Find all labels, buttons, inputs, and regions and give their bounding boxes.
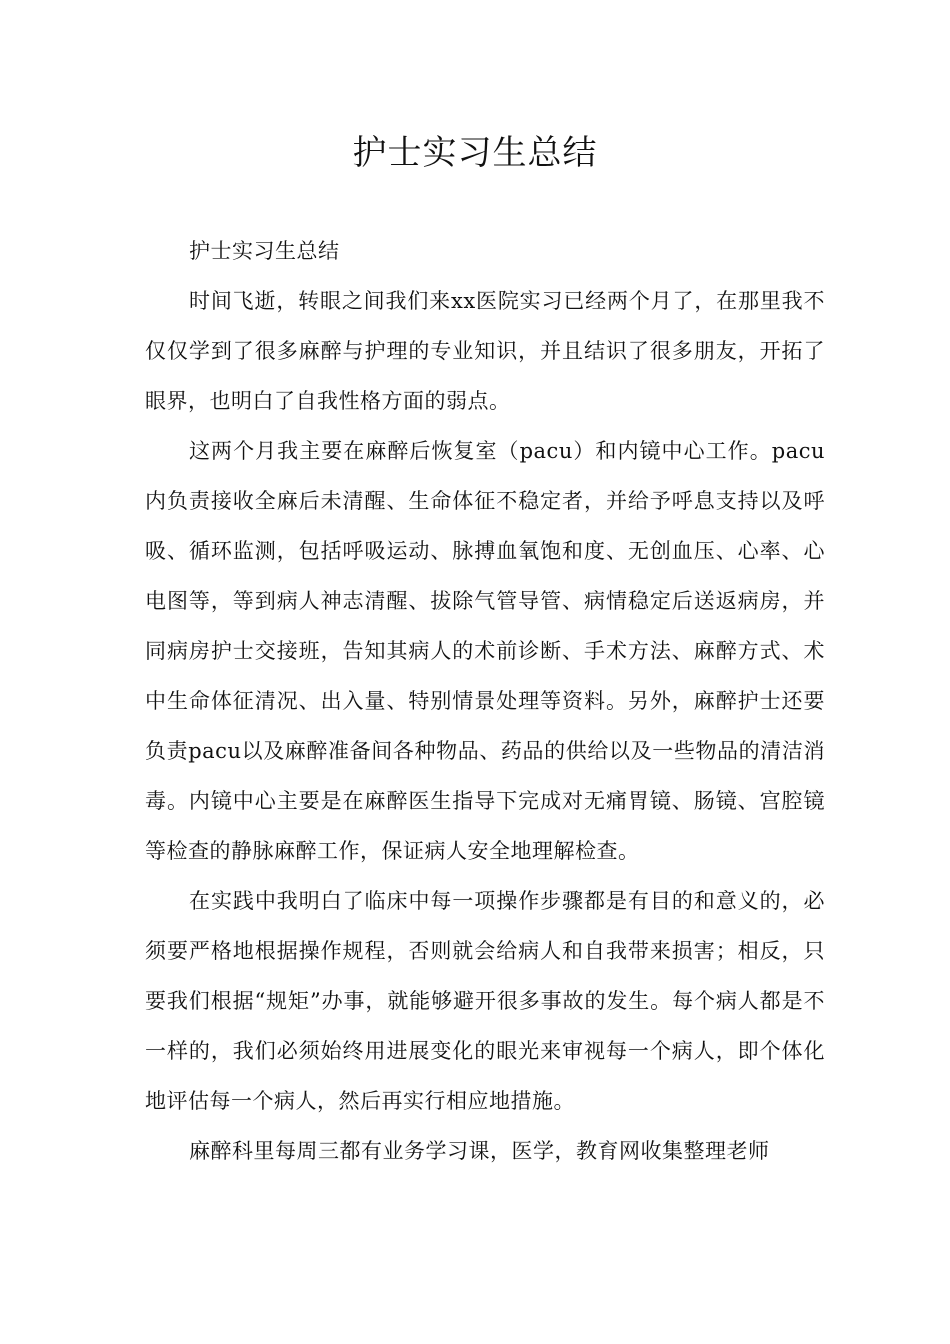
paragraph: 这两个月我主要在麻醉后恢复室（pacu）和内镜中心工作。pacu内负责接收全麻后未清醒、生命体征不稳定者，并给予呼息支持以及呼吸、循环监测，包括呼吸运动、脉搏血氧饱和度、无创血压、心率、心电图等，等到病人神志清醒、拔除气管导管、病情稳定后送返病房，并同病房护士交接班，告知其病人的术前诊断、手术方法、麻醉方式、术中生命体征清况、出入量、特别情景处理等资料。另外，麻醉护士还要负责pacu以及麻醉准备间各种物品、药品的供给以及一些物品的清洁消毒。内镜中心主要是在麻醉医生指导下完成对无痛胃镜、肠镜、宫腔镜等检查的静脉麻醉工作，保证病人安全地理解检查。 bbox=[145, 439, 825, 863]
document-title: 护士实习生总结 bbox=[352, 133, 598, 173]
paragraph: 麻醉科里每周三都有业务学习课，医学，教育网收集整理老师 bbox=[189, 1139, 770, 1163]
paragraph-subtitle: 护士实习生总结 bbox=[189, 239, 340, 263]
document-body bbox=[145, 226, 825, 1176]
paragraph: 时间飞逝，转眼之间我们来xx医院实习已经两个月了，在那里我不仅仅学到了很多麻醉与护理的专业知识，并且结识了很多朋友，开拓了眼界，也明白了自我性格方面的弱点。 bbox=[145, 289, 825, 413]
paragraph: 在实践中我明白了临床中每一项操作步骤都是有目的和意义的，必须要严格地根据操作规程，否则就会给病人和自我带来损害；相反，只要我们根据“规矩”办事，就能够避开很多事故的发生。每个病人都是不一样的，我们必须始终用进展变化的眼光来审视每一个病人，即个体化地评估每一个病人，然后再实行相应地措施。 bbox=[145, 889, 825, 1113]
